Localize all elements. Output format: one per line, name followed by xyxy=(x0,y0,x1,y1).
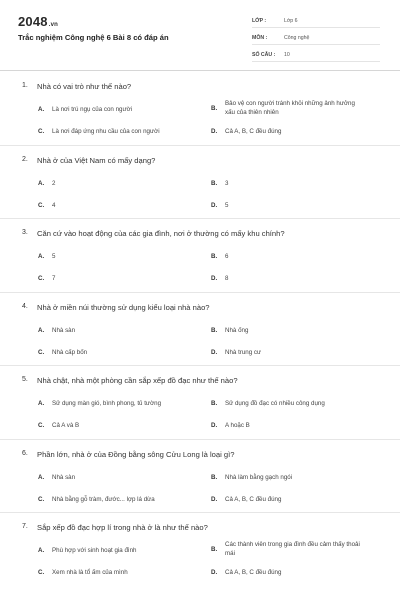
meta-row-class xyxy=(252,14,380,28)
header-divider xyxy=(0,70,400,71)
option-text: Là nơi đáp ứng nhu cầu của con người xyxy=(52,128,160,135)
option-text: Cả A và B xyxy=(52,422,80,429)
meta-row-count xyxy=(252,48,380,62)
option-text: Bảo vệ con người tránh khỏi những ảnh hưởng xấu của thiên nhiên xyxy=(225,100,355,116)
question-number: 6. xyxy=(22,449,28,457)
meta-value: Lớp 6 xyxy=(284,17,298,24)
question-6 xyxy=(0,440,400,514)
option-text: Phù hợp với sinh hoạt gia đình xyxy=(52,547,137,554)
option-label: A. xyxy=(38,547,45,554)
option-d[interactable] xyxy=(211,421,250,430)
option-label: C. xyxy=(38,495,45,503)
question-header xyxy=(22,523,208,532)
option-a[interactable] xyxy=(38,252,55,261)
option-b[interactable] xyxy=(211,399,325,408)
question-3 xyxy=(0,219,400,293)
option-text: Nhà làm bằng gạch ngói xyxy=(225,473,293,481)
option-text: Cả A, B, C đều đúng xyxy=(225,495,282,503)
option-label: A. xyxy=(38,106,45,113)
question-text: Phần lớn, nhà ở của Đồng bằng sông Cửu Long là loại gì? xyxy=(37,449,235,459)
question-text: Nhà ở miền núi thường sử dụng kiểu loại nhà nào? xyxy=(37,302,210,312)
option-text: 3 xyxy=(225,179,229,187)
option-label: B. xyxy=(211,104,218,112)
option-text: 5 xyxy=(225,201,229,209)
option-label: B. xyxy=(211,179,218,187)
option-text: Nhà trung cư xyxy=(225,348,262,356)
question-header xyxy=(22,303,210,312)
site-logo[interactable] xyxy=(18,14,58,29)
option-label: C. xyxy=(38,422,45,429)
option-d[interactable] xyxy=(211,127,281,136)
option-text: Sử dụng màn gió, bình phong, tủ tường xyxy=(52,400,162,407)
quiz-meta xyxy=(252,14,380,65)
option-a[interactable] xyxy=(38,399,161,408)
option-d[interactable] xyxy=(211,568,281,577)
option-label: A. xyxy=(38,473,45,481)
option-text: Sử dụng đồ đạc có nhiều công dụng xyxy=(225,400,325,407)
option-b[interactable] xyxy=(211,252,228,261)
option-text: 6 xyxy=(225,253,229,260)
option-d[interactable] xyxy=(211,201,228,210)
option-c[interactable] xyxy=(38,274,55,283)
option-text: A hoặc B xyxy=(225,422,250,429)
question-header xyxy=(22,156,155,165)
question-header xyxy=(22,376,238,385)
option-label: B. xyxy=(211,400,218,407)
option-label: D. xyxy=(211,422,218,429)
question-number: 3. xyxy=(22,229,28,236)
option-label: B. xyxy=(211,473,218,481)
option-d[interactable] xyxy=(211,274,228,283)
option-label: C. xyxy=(38,128,45,135)
option-label: A. xyxy=(38,253,45,260)
option-label: C. xyxy=(38,569,45,576)
option-b[interactable] xyxy=(211,99,365,117)
option-text: Nhà ống xyxy=(225,326,249,334)
option-text: Xem nhà là tổ ấm của mình xyxy=(52,569,128,576)
meta-key: MÔN : xyxy=(252,34,268,41)
option-label: B. xyxy=(211,326,218,334)
option-c[interactable] xyxy=(38,348,87,357)
option-c[interactable] xyxy=(38,495,155,504)
question-number: 2. xyxy=(22,155,28,163)
logo-main-text: 2048 xyxy=(18,14,48,29)
question-4 xyxy=(0,293,400,367)
page-title: Trắc nghiệm Công nghệ 6 Bài 8 có đáp án xyxy=(18,33,169,42)
page-header xyxy=(0,0,400,68)
meta-value: 10 xyxy=(284,51,290,58)
option-text: Cả A, B, C đều đúng xyxy=(225,569,282,576)
meta-row-subject xyxy=(252,31,380,45)
option-text: 7 xyxy=(52,275,56,282)
option-text: Các thành viên trong gia đình đều cảm thấy thoải mái xyxy=(225,541,360,557)
question-number: 5. xyxy=(22,376,28,383)
option-text: Nhà bằng gỗ tràm, đước... lợp lá dừa xyxy=(52,495,155,503)
option-a[interactable] xyxy=(38,473,75,482)
question-header xyxy=(22,229,285,238)
option-label: A. xyxy=(38,326,45,334)
option-label: B. xyxy=(211,253,218,260)
option-label: B. xyxy=(211,545,218,553)
option-label: D. xyxy=(211,201,218,209)
option-label: C. xyxy=(38,348,45,356)
meta-key: LỚP : xyxy=(252,17,267,24)
option-label: C. xyxy=(38,275,45,282)
option-label: D. xyxy=(211,348,218,356)
option-label: A. xyxy=(38,179,45,187)
option-b[interactable] xyxy=(211,473,292,482)
option-text: Nhà sàn xyxy=(52,326,76,334)
question-header xyxy=(22,82,131,91)
option-c[interactable] xyxy=(38,127,160,136)
question-number: 7. xyxy=(22,523,28,530)
question-text: Nhà ở của Việt Nam có mấy dạng? xyxy=(37,155,156,165)
question-text: Căn cứ vào hoạt động của các gia đình, nơi ở thường có mấy khu chính? xyxy=(37,229,285,238)
question-header xyxy=(22,450,234,459)
option-label: D. xyxy=(211,128,218,135)
option-d[interactable] xyxy=(211,348,261,357)
logo-tld-text: .vn xyxy=(48,22,59,28)
option-label: C. xyxy=(38,201,45,209)
question-5 xyxy=(0,366,400,440)
option-text: 4 xyxy=(52,201,56,209)
option-text: 8 xyxy=(225,275,229,282)
option-label: D. xyxy=(211,495,218,503)
option-c[interactable] xyxy=(38,421,79,430)
meta-value: Công nghệ xyxy=(284,34,310,41)
option-a[interactable] xyxy=(38,105,132,114)
option-a[interactable] xyxy=(38,179,55,188)
question-text: Nhà chật, nhà một phòng cần sắp xếp đồ đạc như thế nào? xyxy=(37,376,238,385)
option-label: D. xyxy=(211,275,218,282)
option-a[interactable] xyxy=(38,546,136,555)
option-d[interactable] xyxy=(211,495,281,504)
option-b[interactable] xyxy=(211,540,365,558)
option-b[interactable] xyxy=(211,326,248,335)
option-c[interactable] xyxy=(38,201,55,210)
option-text: Nhà sàn xyxy=(52,473,76,481)
option-text: 2 xyxy=(52,179,56,187)
option-b[interactable] xyxy=(211,179,228,188)
option-text: 5 xyxy=(52,253,56,260)
option-text: Nhà cấp bốn xyxy=(52,348,88,356)
option-label: D. xyxy=(211,569,218,576)
meta-key: SỐ CÂU : xyxy=(252,51,276,58)
option-label: A. xyxy=(38,400,45,407)
question-text: Nhà có vai trò như thế nào? xyxy=(37,82,132,91)
question-7 xyxy=(0,513,400,586)
question-number: 1. xyxy=(22,82,28,89)
question-2 xyxy=(0,146,400,220)
question-1 xyxy=(0,72,400,146)
question-list xyxy=(0,72,400,586)
option-text: Là nơi trú ngụ của con người xyxy=(52,106,133,113)
option-a[interactable] xyxy=(38,326,75,335)
question-text: Sắp xếp đồ đạc hợp lí trong nhà ở là như thế nào? xyxy=(37,523,208,532)
option-text: Cả A, B, C đều đúng xyxy=(225,128,282,135)
question-number: 4. xyxy=(22,302,28,310)
option-c[interactable] xyxy=(38,568,128,577)
